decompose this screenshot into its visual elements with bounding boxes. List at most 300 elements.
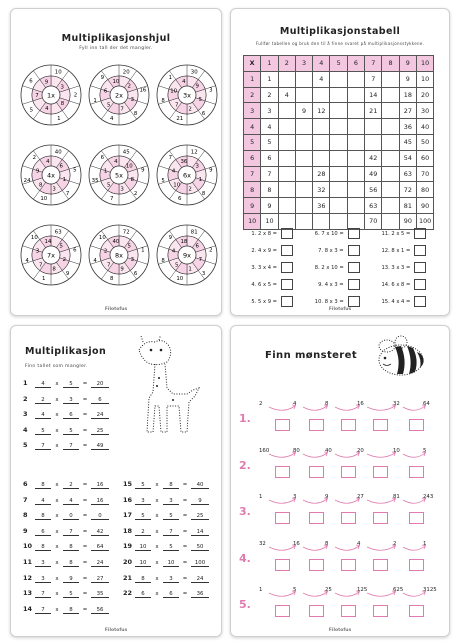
rule-answer-box[interactable] [309, 466, 324, 478]
table-cell[interactable] [347, 198, 364, 214]
rule-answer-box[interactable] [275, 605, 290, 617]
answer-box[interactable] [281, 245, 293, 256]
factor-b[interactable]: 8 [63, 560, 79, 567]
factor-a[interactable]: 7 [35, 443, 51, 450]
factor-b[interactable]: 7 [163, 529, 179, 536]
times-sign: x [55, 427, 59, 434]
wheel-number: 5 [73, 167, 77, 174]
table-cell[interactable] [330, 198, 347, 214]
answer-box[interactable] [414, 228, 426, 239]
table-cell[interactable]: 70 [365, 213, 382, 229]
wheel-number: 5 [59, 243, 63, 250]
table-cell[interactable]: 90 [416, 198, 433, 214]
table-cell[interactable]: 54 [399, 150, 416, 166]
factor-a[interactable]: 2 [35, 397, 51, 404]
answer-box[interactable] [281, 228, 293, 239]
factor-b[interactable]: 6 [163, 591, 179, 598]
table-header-cell: X [244, 56, 261, 72]
factor-a[interactable]: 4 [35, 498, 51, 505]
table-cell[interactable] [365, 134, 382, 150]
table-cell[interactable] [295, 119, 312, 135]
exercise-row [123, 480, 209, 489]
table-cell[interactable]: 63 [365, 198, 382, 214]
table-cell[interactable]: 1 [261, 71, 278, 87]
table-cell[interactable]: 3 [261, 103, 278, 119]
table-cell[interactable]: 5 [261, 134, 278, 150]
wheel-number: 5 [29, 107, 34, 114]
table-cell[interactable]: 72 [399, 182, 416, 198]
multiplication-wheel [87, 63, 151, 127]
rule-answer-box[interactable] [341, 605, 356, 617]
table-cell[interactable] [278, 71, 295, 87]
exercise-row [23, 441, 109, 450]
table-cell[interactable] [365, 119, 382, 135]
factor-b[interactable]: 2 [63, 482, 79, 489]
wheel-number: 35 [91, 178, 99, 185]
wheel-number: 10 [30, 234, 38, 241]
pattern-value: 3125 [423, 587, 437, 593]
table-cell[interactable] [347, 150, 364, 166]
answer-box[interactable] [281, 296, 293, 307]
wheel-number: 4 [45, 106, 49, 113]
rule-answer-box[interactable] [341, 419, 356, 431]
table-cell[interactable] [382, 182, 399, 198]
factor-b[interactable]: 5 [163, 513, 179, 520]
wheel-number: 5 [107, 182, 111, 189]
wheel-number: 6 [59, 163, 63, 170]
exercise-number: 4 [23, 425, 28, 434]
table-cell[interactable]: 45 [399, 134, 416, 150]
times-sign: x [55, 412, 59, 419]
factor-b[interactable]: 8 [63, 544, 79, 551]
factor-b[interactable]: 6 [63, 412, 79, 419]
table-cell[interactable] [330, 150, 347, 166]
pattern-value: 64 [423, 401, 430, 407]
table-cell[interactable] [295, 134, 312, 150]
multiplication-table [243, 55, 434, 230]
table-cell[interactable] [382, 119, 399, 135]
table-cell[interactable] [330, 119, 347, 135]
exercise-number: 2 [23, 394, 28, 403]
product[interactable]: 0 [91, 513, 109, 520]
table-cell[interactable] [382, 150, 399, 166]
table-cell[interactable] [330, 103, 347, 119]
table-cell[interactable] [278, 134, 295, 150]
times-sign: x [155, 591, 159, 598]
product[interactable]: 49 [91, 443, 109, 450]
product[interactable]: 14 [191, 529, 209, 536]
table-cell[interactable]: 2 [261, 87, 278, 103]
pattern-value: 27 [357, 494, 364, 500]
pattern-value: 25 [325, 587, 332, 593]
equation [378, 279, 445, 290]
wheel-number: 1 [42, 276, 46, 283]
table-cell[interactable]: 56 [365, 182, 382, 198]
product[interactable]: 40 [191, 482, 209, 489]
exercise-number: 3 [23, 410, 28, 419]
rule-answer-box[interactable] [341, 559, 356, 571]
factor-a[interactable]: 4 [35, 381, 51, 388]
wheel-center-label: 1x [47, 91, 55, 100]
product[interactable]: 24 [191, 576, 209, 583]
answer-box[interactable] [414, 262, 426, 273]
times-sign: x [55, 528, 59, 535]
table-cell[interactable]: 30 [416, 103, 433, 119]
wheel-number: 4 [114, 159, 118, 166]
table-cell[interactable] [382, 103, 399, 119]
table-cell[interactable]: 27 [399, 103, 416, 119]
table-cell[interactable]: 9 [261, 198, 278, 214]
rule-answer-box[interactable] [309, 419, 324, 431]
factor-a[interactable]: 6 [35, 529, 51, 536]
table-cell[interactable] [313, 87, 330, 103]
equation [245, 245, 312, 256]
table-cell[interactable] [330, 182, 347, 198]
factor-b[interactable]: 5 [163, 544, 179, 551]
answer-box[interactable] [414, 296, 426, 307]
table-cell[interactable] [295, 182, 312, 198]
table-cell[interactable] [278, 103, 295, 119]
product[interactable]: 16 [91, 498, 109, 505]
rule-answer-box[interactable] [409, 605, 424, 617]
exercise-row [23, 480, 109, 489]
rule-answer-box[interactable] [373, 559, 388, 571]
product[interactable]: 50 [191, 544, 209, 551]
factor-b[interactable]: 5 [63, 428, 79, 435]
times-sign: x [155, 513, 159, 520]
pattern-value: 32 [393, 401, 400, 407]
table-cell[interactable]: 63 [399, 166, 416, 182]
table-cell[interactable]: 9 [295, 103, 312, 119]
rule-answer-box[interactable] [275, 466, 290, 478]
factor-a[interactable]: 8 [135, 576, 151, 583]
wheel-number: 40 [54, 149, 62, 156]
pattern-value: 2 [393, 540, 397, 547]
answer-box[interactable] [281, 262, 293, 273]
product[interactable]: 24 [91, 412, 109, 419]
table-cell[interactable] [330, 134, 347, 150]
table-cell[interactable]: 70 [416, 166, 433, 182]
table-cell[interactable] [295, 198, 312, 214]
wheel-number: 2 [32, 154, 37, 161]
table-cell[interactable]: 50 [416, 134, 433, 150]
table-cell[interactable]: 8 [261, 182, 278, 198]
equals-sign: = [82, 497, 88, 504]
table-cell[interactable] [382, 166, 399, 182]
product[interactable]: 16 [91, 482, 109, 489]
table-cell[interactable]: 49 [365, 166, 382, 182]
product[interactable]: 64 [91, 544, 109, 551]
wheel-number: 2 [188, 186, 192, 193]
factor-a[interactable]: 7 [35, 591, 51, 598]
factor-a[interactable]: 6 [135, 591, 151, 598]
table-cell[interactable] [382, 198, 399, 214]
wheel-number: 4 [93, 258, 97, 265]
table-cell[interactable] [295, 71, 312, 87]
exercise-row [123, 511, 209, 520]
exercise-row [23, 511, 109, 520]
answer-box[interactable] [348, 262, 360, 273]
equals-sign: = [82, 560, 88, 566]
answer-box[interactable] [348, 228, 360, 239]
table-cell[interactable]: 28 [313, 166, 330, 182]
table-cell[interactable]: 21 [365, 103, 382, 119]
rule-answer-box[interactable] [373, 512, 388, 524]
equation [312, 296, 379, 307]
footer-logo: Filotofus [328, 307, 352, 312]
equation [312, 262, 379, 273]
times-sign: x [155, 560, 159, 566]
equals-sign: = [82, 544, 88, 551]
product[interactable]: 42 [91, 529, 109, 536]
table-cell[interactable]: 36 [313, 198, 330, 214]
answer-box[interactable] [281, 279, 293, 290]
wheel-center-label: 8x [115, 251, 123, 260]
table-cell[interactable]: 4 [278, 87, 295, 103]
table-cell[interactable]: 14 [365, 87, 382, 103]
times-sign: x [55, 591, 59, 598]
table-cell[interactable] [295, 87, 312, 103]
wheel-center-label: 2x [115, 91, 123, 100]
rule-answer-box[interactable] [275, 512, 290, 524]
table-cell[interactable] [382, 71, 399, 87]
times-sign: x [155, 528, 159, 535]
exercise-number: 8 [23, 511, 28, 520]
table-cell[interactable]: 42 [365, 150, 382, 166]
exercise-number: 17 [123, 511, 133, 520]
product[interactable]: 35 [91, 591, 109, 598]
wheel-number: 9 [35, 168, 40, 175]
product[interactable]: 25 [91, 428, 109, 435]
table-cell[interactable]: 40 [416, 119, 433, 135]
wheel-number: 10 [54, 69, 62, 76]
table-cell[interactable] [347, 134, 364, 150]
product[interactable]: 56 [91, 607, 109, 614]
factor-a[interactable]: 3 [35, 576, 51, 583]
table-cell[interactable]: 60 [416, 150, 433, 166]
table-cell[interactable]: 20 [416, 87, 433, 103]
factor-a[interactable]: 7 [35, 607, 51, 614]
table-header-cell: 6 [347, 56, 364, 72]
table-cell[interactable]: 10 [416, 71, 433, 87]
rule-answer-box[interactable] [275, 559, 290, 571]
answer-box[interactable] [348, 296, 360, 307]
table-cell[interactable]: 7 [365, 71, 382, 87]
product[interactable]: 6 [91, 397, 109, 404]
table-cell[interactable]: 36 [399, 119, 416, 135]
factor-a[interactable]: 5 [135, 482, 151, 489]
exercise-number: 10 [23, 542, 33, 551]
wheel-number: 12 [190, 149, 198, 156]
product[interactable]: 100 [191, 560, 209, 567]
factor-b[interactable]: 0 [63, 513, 79, 520]
table-cell[interactable]: 81 [399, 198, 416, 214]
table-cell[interactable]: 12 [313, 103, 330, 119]
table-cell[interactable] [347, 182, 364, 198]
wheel-number: 81 [190, 229, 198, 236]
table-cell[interactable] [313, 134, 330, 150]
equals-sign: = [182, 560, 188, 566]
factor-b[interactable]: 5 [63, 591, 79, 598]
page-find-pattern [230, 325, 450, 637]
table-cell[interactable]: 18 [399, 87, 416, 103]
bee-dot-to-dot-icon [369, 334, 429, 380]
table-cell: 7 [244, 166, 261, 182]
exercise-number: 14 [23, 604, 33, 613]
exercise-number: 6 [23, 480, 28, 488]
product[interactable]: 9 [191, 498, 209, 505]
factor-b[interactable]: 10 [163, 560, 179, 567]
answer-box[interactable] [414, 245, 426, 256]
wheel-number: 5 [198, 96, 203, 103]
table-cell[interactable] [330, 166, 347, 182]
table-cell[interactable]: 4 [313, 71, 330, 87]
table-cell[interactable]: 4 [261, 119, 278, 135]
factor-b[interactable]: 8 [63, 607, 79, 614]
product[interactable]: 24 [91, 560, 109, 567]
wheel-number: 20 [122, 69, 130, 76]
factor-a[interactable]: 8 [35, 513, 51, 520]
table-cell[interactable]: 6 [261, 150, 278, 166]
factor-a[interactable]: 8 [35, 482, 51, 489]
table-cell[interactable] [347, 103, 364, 119]
wheel-number: 30 [190, 69, 198, 76]
table-row [244, 134, 434, 150]
table-row [244, 198, 434, 214]
factor-b[interactable]: 8 [163, 482, 179, 489]
wheel-number: 4 [171, 248, 176, 255]
rule-answer-box[interactable] [409, 419, 424, 431]
table-cell[interactable] [347, 119, 364, 135]
equals-sign: = [182, 591, 188, 598]
table-cell[interactable]: 90 [399, 213, 416, 229]
page-multiplication-table [230, 8, 450, 316]
factor-b[interactable]: 3 [163, 576, 179, 583]
wheel-number: 6 [103, 88, 108, 95]
table-row [244, 87, 434, 103]
table-cell[interactable] [295, 150, 312, 166]
factor-a[interactable]: 10 [135, 560, 151, 567]
factor-a[interactable]: 2 [135, 529, 151, 536]
equals-sign: = [82, 412, 88, 419]
row-number: 3. [239, 505, 251, 518]
equals-sign: = [82, 528, 88, 535]
rule-answer-box[interactable] [409, 512, 424, 524]
table-cell[interactable]: 80 [416, 182, 433, 198]
factor-b[interactable]: 7 [63, 443, 79, 450]
wheel-number: 9 [44, 79, 49, 86]
exercise-number: 5 [23, 441, 28, 450]
table-cell[interactable] [347, 166, 364, 182]
table-cell: 10 [244, 213, 261, 229]
rule-answer-box[interactable] [373, 419, 388, 431]
factor-a[interactable]: 10 [135, 544, 151, 551]
pattern-value: 125 [357, 587, 368, 593]
rule-answer-box[interactable] [409, 559, 424, 571]
table-cell[interactable] [278, 119, 295, 135]
factor-b[interactable]: 3 [63, 397, 79, 404]
table-cell[interactable] [313, 119, 330, 135]
factor-b[interactable]: 4 [63, 498, 79, 505]
footer-logo: Filotofus [328, 628, 352, 633]
table-header-cell: 1 [261, 56, 278, 72]
table-cell[interactable] [313, 150, 330, 166]
table-cell[interactable] [295, 166, 312, 182]
factor-b[interactable]: 9 [63, 576, 79, 583]
wheel-number: 9 [65, 270, 70, 277]
rule-answer-box[interactable] [341, 512, 356, 524]
wheel-number: 2 [103, 248, 108, 255]
rule-answer-box[interactable] [409, 466, 424, 478]
wheel-number: 2 [73, 92, 78, 99]
rule-answer-box[interactable] [309, 605, 324, 617]
wheel-number: 7 [175, 102, 179, 109]
answer-box[interactable] [348, 245, 360, 256]
table-cell[interactable] [347, 87, 364, 103]
factor-b[interactable]: 5 [63, 381, 79, 388]
factor-a[interactable]: 8 [35, 544, 51, 551]
table-cell[interactable] [278, 150, 295, 166]
table-cell[interactable] [330, 71, 347, 87]
wheel-number: 2 [62, 256, 67, 263]
table-cell[interactable] [347, 71, 364, 87]
factor-a[interactable]: 5 [35, 428, 51, 435]
answer-box[interactable] [414, 279, 426, 290]
factor-a[interactable]: 3 [135, 498, 151, 505]
wheel-number: 9 [209, 167, 213, 174]
table-cell[interactable] [278, 182, 295, 198]
pattern-value: 243 [423, 494, 434, 500]
rule-answer-box[interactable] [309, 512, 324, 524]
table-cell[interactable]: 9 [399, 71, 416, 87]
exercise-number: 19 [123, 542, 133, 551]
factor-b[interactable]: 3 [163, 498, 179, 505]
exercise-number: 7 [23, 495, 28, 504]
factor-b[interactable]: 7 [63, 529, 79, 536]
factor-a[interactable]: 3 [35, 560, 51, 567]
rule-answer-box[interactable] [373, 605, 388, 617]
product[interactable]: 36 [191, 591, 209, 598]
factor-a[interactable]: 5 [135, 513, 151, 520]
product[interactable]: 27 [91, 576, 109, 583]
table-row [244, 103, 434, 119]
times-sign: x [55, 606, 59, 613]
table-header-cell: 4 [313, 56, 330, 72]
table-cell[interactable] [278, 166, 295, 182]
factor-a[interactable]: 4 [35, 412, 51, 419]
product[interactable]: 25 [191, 513, 209, 520]
table-cell[interactable] [382, 134, 399, 150]
answer-box[interactable] [348, 279, 360, 290]
equals-sign: = [182, 575, 188, 582]
rule-answer-box[interactable] [309, 559, 324, 571]
equation [312, 245, 379, 256]
table-cell[interactable] [382, 87, 399, 103]
wheel-number: 9 [195, 83, 199, 90]
wheel-number: 72 [122, 229, 130, 236]
product[interactable]: 20 [91, 381, 109, 388]
table-cell[interactable]: 100 [416, 213, 433, 229]
table-cell[interactable]: 10 [261, 213, 278, 229]
rule-answer-box[interactable] [341, 466, 356, 478]
table-cell[interactable]: 7 [261, 166, 278, 182]
rule-answer-box[interactable] [373, 466, 388, 478]
table-cell[interactable] [278, 198, 295, 214]
table-cell[interactable] [330, 87, 347, 103]
wheel-number: 8 [110, 276, 114, 283]
table-cell[interactable]: 32 [313, 182, 330, 198]
rule-answer-box[interactable] [275, 419, 290, 431]
